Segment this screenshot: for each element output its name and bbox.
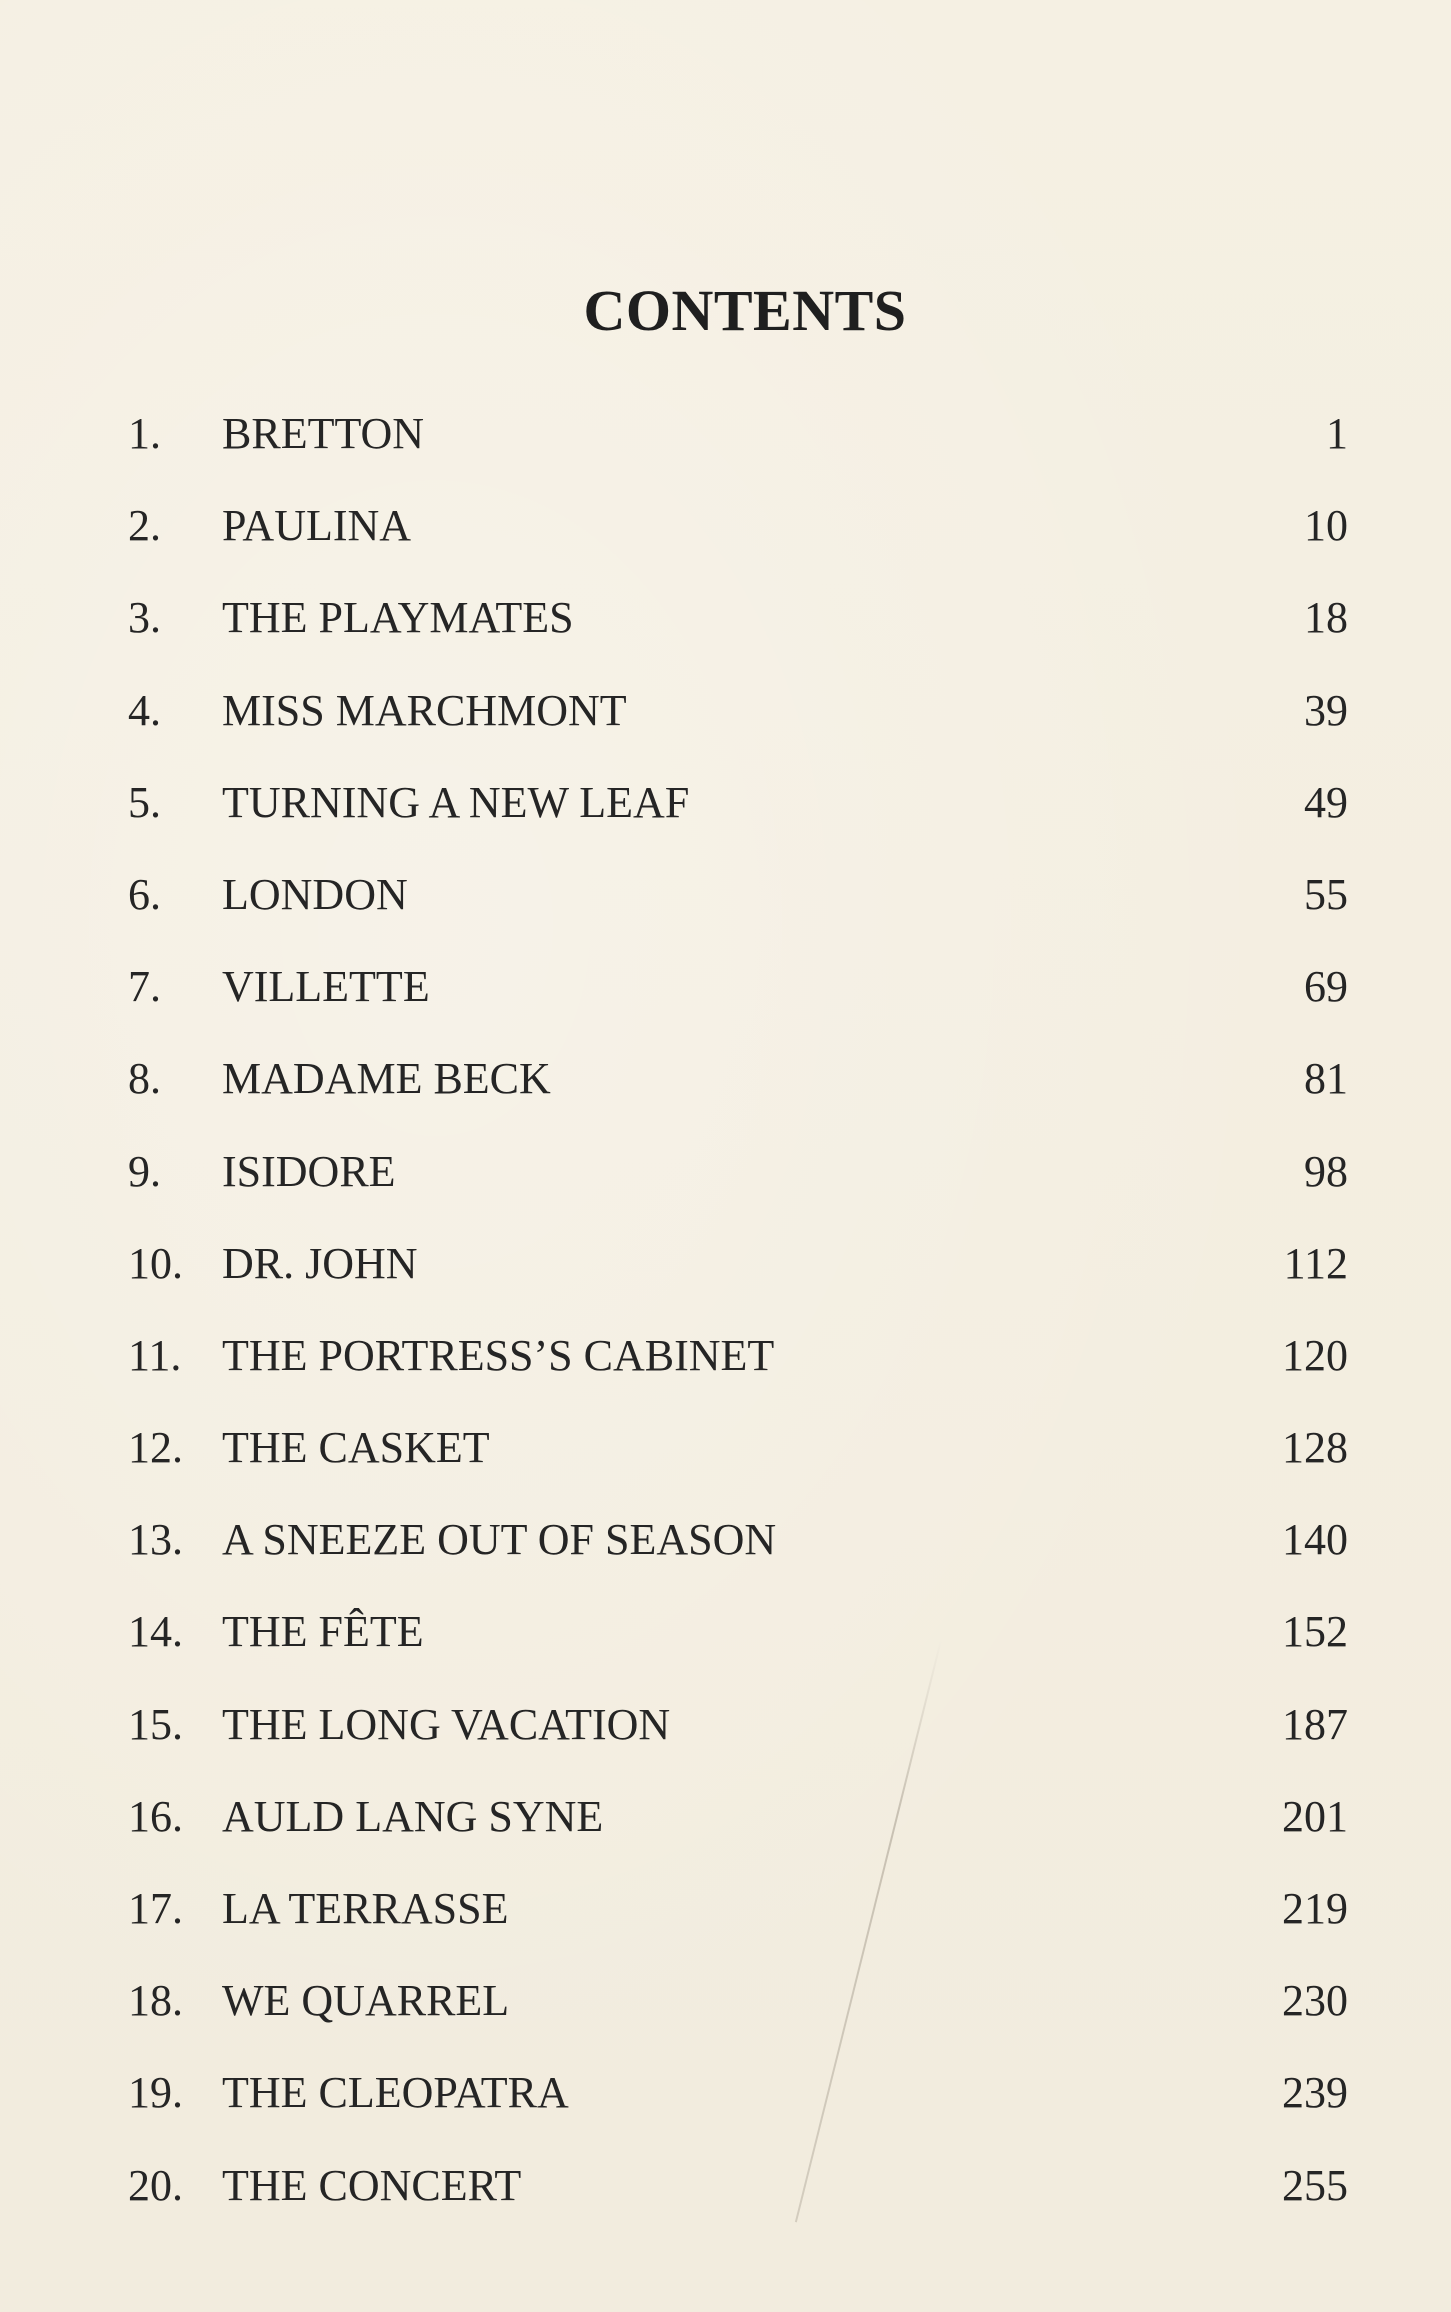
- toc-entry: [128, 1783, 1348, 1875]
- page-number: 219: [1282, 1884, 1348, 1933]
- page-number: 55: [1304, 869, 1348, 919]
- chapter-title: MISS MARCHMONT: [222, 685, 627, 735]
- page-number: 201: [1282, 1791, 1348, 1841]
- toc-entry: [128, 1598, 1348, 1690]
- chapter-title: BRETTON: [222, 409, 425, 458]
- toc-entry: [128, 584, 1348, 676]
- toc-entry: [128, 953, 1348, 1045]
- chapter-title: THE CLEOPATRA: [222, 2068, 569, 2118]
- chapter-title: LONDON: [222, 869, 408, 919]
- chapter-number: 6.: [128, 869, 161, 919]
- toc-entry: [128, 1691, 1348, 1783]
- page-number: 69: [1304, 962, 1348, 1012]
- page-number: 152: [1282, 1607, 1348, 1657]
- page-number: 81: [1304, 1054, 1348, 1104]
- toc-entry: [128, 400, 1348, 492]
- chapter-title: THE CASKET: [222, 1423, 490, 1473]
- chapter-number: 1.: [128, 409, 161, 458]
- chapter-number: 12.: [128, 1423, 183, 1473]
- page-number: 187: [1282, 1699, 1348, 1749]
- chapter-title: TURNING A NEW LEAF: [222, 777, 690, 827]
- chapter-title: THE LONG VACATION: [222, 1699, 671, 1749]
- toc-entry: [128, 2059, 1348, 2151]
- toc-entry: [128, 1322, 1348, 1414]
- toc-entry: [128, 1045, 1348, 1137]
- toc-entry: [128, 1967, 1348, 2059]
- chapter-number: 18.: [128, 1976, 183, 2026]
- page-number: 1: [1326, 409, 1348, 458]
- chapter-title: DR. JOHN: [222, 1238, 418, 1288]
- chapter-number: 19.: [128, 2068, 183, 2118]
- chapter-number: 15.: [128, 1699, 183, 1749]
- chapter-title: VILLETTE: [222, 962, 430, 1012]
- toc-entry: [128, 1230, 1348, 1322]
- chapter-number: 8.: [128, 1054, 161, 1104]
- page-title: CONTENTS: [583, 277, 907, 343]
- page-number: 230: [1282, 1976, 1348, 2026]
- chapter-number: 7.: [128, 962, 161, 1012]
- toc-entry: [128, 2152, 1348, 2244]
- table-of-contents: [128, 400, 1348, 2244]
- chapter-title: AULD LANG SYNE: [222, 1791, 604, 1841]
- chapter-number: 16.: [128, 1791, 183, 1841]
- chapter-number: 10.: [128, 1238, 183, 1288]
- chapter-title: THE FÊTE: [222, 1607, 424, 1657]
- chapter-number: 11.: [128, 1330, 182, 1380]
- page-number: 128: [1282, 1423, 1348, 1473]
- chapter-title: ISIDORE: [222, 1146, 396, 1196]
- toc-entry: [128, 1506, 1348, 1598]
- toc-entry: [128, 1414, 1348, 1506]
- chapter-number: 2.: [128, 501, 161, 551]
- chapter-title: THE CONCERT: [222, 2160, 522, 2210]
- toc-entry: [128, 861, 1348, 953]
- chapter-title: THE PORTRESS’S CABINET: [222, 1330, 775, 1380]
- page-number: 39: [1304, 685, 1348, 735]
- page-number: 255: [1282, 2160, 1348, 2210]
- chapter-title: LA TERRASSE: [222, 1884, 509, 1933]
- chapter-number: 20.: [128, 2160, 183, 2210]
- chapter-number: 3.: [128, 593, 161, 643]
- chapter-number: 4.: [128, 685, 161, 735]
- chapter-title: A SNEEZE OUT OF SEASON: [222, 1515, 777, 1565]
- chapter-title: MADAME BECK: [222, 1054, 551, 1104]
- page-number: 140: [1282, 1515, 1348, 1565]
- toc-entry: [128, 492, 1348, 584]
- chapter-number: 9.: [128, 1146, 161, 1196]
- chapter-number: 14.: [128, 1607, 183, 1657]
- page-number: 10: [1304, 501, 1348, 551]
- chapter-title: WE QUARREL: [222, 1976, 510, 2026]
- chapter-number: 17.: [128, 1884, 183, 1933]
- page-number: 98: [1304, 1146, 1348, 1196]
- page-number: 112: [1283, 1238, 1348, 1288]
- toc-entry: [128, 677, 1348, 769]
- page-number: 18: [1304, 593, 1348, 643]
- toc-entry: [128, 1138, 1348, 1230]
- chapter-number: 13.: [128, 1515, 183, 1565]
- chapter-title: PAULINA: [222, 501, 412, 551]
- page-number: 239: [1282, 2068, 1348, 2118]
- page-number: 120: [1282, 1330, 1348, 1380]
- toc-entry: [128, 1875, 1348, 1967]
- toc-entry: [128, 769, 1348, 861]
- page-number: 49: [1304, 777, 1348, 827]
- chapter-title: THE PLAYMATES: [222, 593, 574, 643]
- chapter-number: 5.: [128, 777, 161, 827]
